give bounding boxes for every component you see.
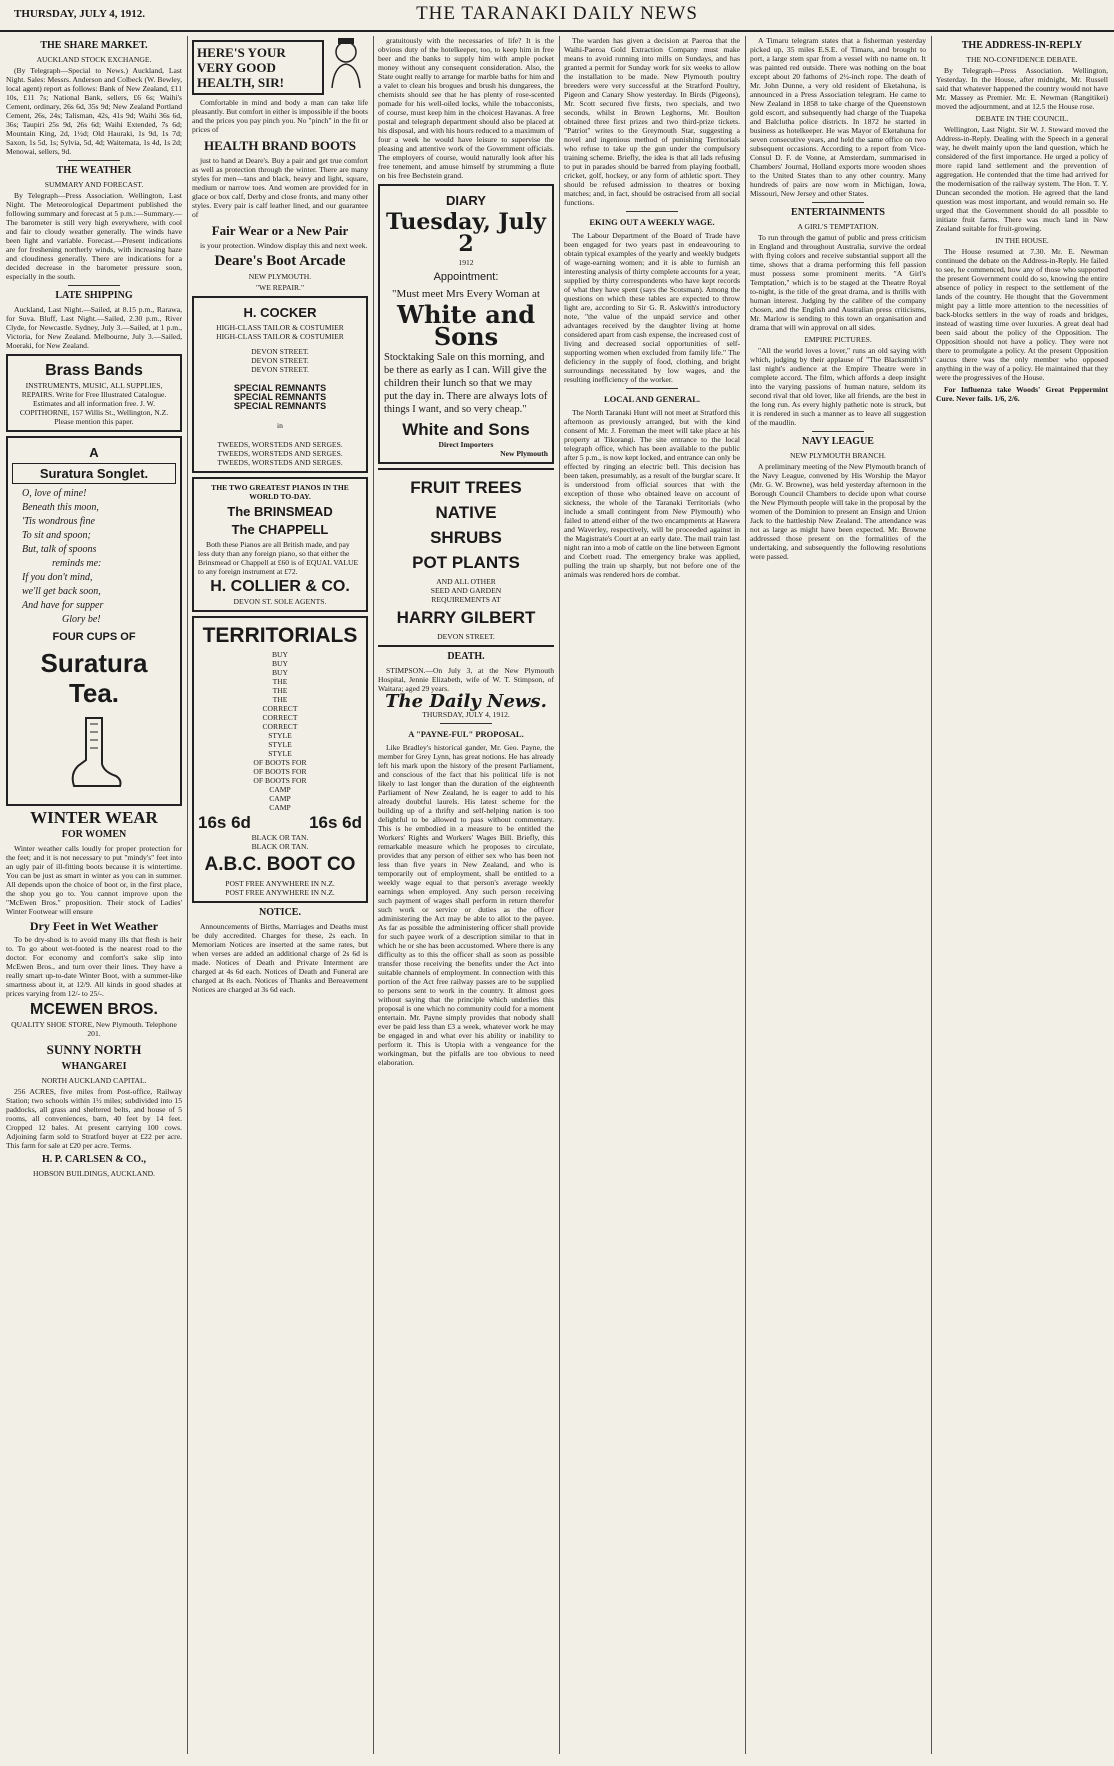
territorials-ad: [192, 616, 368, 903]
terr-line: CORRECT: [262, 722, 298, 731]
poem-line: 'Tis wondrous fine: [22, 516, 95, 527]
dry-feet-heading: Dry Feet in Wet Weather: [29, 919, 159, 933]
native: NATIVE: [435, 503, 497, 522]
weather-heading: THE WEATHER: [56, 165, 132, 176]
share-market-body: (By Telegraph—Special to News.) Auckland, Last Night. Sales: Messrs. Anderson and Colbeck (W. Bewley, local agent) report as follows: Bank of New Zealand, £11 10s, £11 7s; National Bank, sellers, £6 6s; Waihi's Cement, ordinary, 26s 6d, 35s 9d; New Zealand Portland Cement, 26s, 24s; Talisman, 42s, 41s 9d; Waihi 36s 6d, 36s; Taupiri 25s 9d, 26s 6d; Waihi Extended, 7s 6d; Mountain King, 2d, 1½d; Old Hauraki, 1s 9d, 1s 7d; Saxon, 1s 5d, 1s; Sylvia, 5d, 4d; Waitemata, 1s 4d, 1s 2d; Menowai, sellers, 9d.: [6, 66, 182, 156]
entertainments-heading: ENTERTAINMENTS: [791, 207, 885, 218]
column-rule: [187, 36, 188, 1754]
territorials-list: [198, 650, 362, 812]
house-body: The House resumed at 7.30. Mr. E. Newman continued the debate on the Address-in-Reply. He failed to see, he commenced, how any of those who supported the present Government could do so, knowing the entire absence of policy in respect to the settlement of the lands of the country. He thought that the Government might pay a little more attention to the necessities of back-blocks settlers in the way of roads and bridges, instead of wasting time over luxuries. A great deal had been said about the policy of the Opposition. The Opposition should not have a policy. They were not there to promulgate a policy. At the present Opposition caucus there was the only member who opposed anything in the way of a policy. He maintained that they were the progressives of the House.: [936, 247, 1108, 382]
collier-name: H. COLLIER & CO.: [210, 578, 350, 595]
devon-street: DEVON STREET.: [251, 347, 309, 356]
songlet-a: A: [89, 445, 99, 460]
seed-and-garden: SEED AND GARDEN: [430, 586, 502, 595]
appointment-body: "Must meet Mrs Every Woman at: [392, 288, 540, 300]
newspaper-header: [0, 0, 1114, 32]
article-continuation: gratuitously with the necessaries of life? It is the obvious duty of the hotelkeeper, too, to keep him in free beer and the banks to supply him with ample pocket money without any consequent consideration. Also, the State ought really to arrange for marble baths for him and a valet to clean his brogues and brush his dungarees, the chemists should see that he has plenty of rose-scented pomade for his well-oiled locks, while the tobacconists, of course, must keep him in the choicest Havanas. A free postal and telegraph department should also be placed at his disposal, and with his hours reduced to a maximum of four a week he would have leisure to supervise the pleasing and attentive work of the Government officials. The employers of course, would naturally look after his free tenement, and amuse himself by strumming a flute on his free Bechstein grand.: [378, 36, 554, 180]
navy-league-heading: NAVY LEAGUE: [802, 436, 874, 447]
poem-line: Beneath this moon,: [22, 502, 99, 513]
column-3: [378, 36, 554, 1754]
leader-body: Like Bradley's historical gander, Mr. Geo. Payne, the member for Grey Lynn, has great notions. He has already left his mark upon the history of the present Parliament, and conscious of the fact that his political life is not likely to last longer than the duration of the eighteenth Parliament of New Zealand, he is eager to add to his already doubtful laurels. His latest scheme for the building up of a thrifty and self-helping nation is too delightful to be allowed to pass without commentary. This is he embodied in a measure to be entitled the Workers' Rights and Workers' Wages Bill. Briefly, this remarkable measure which he proposes to circulate, provides that any person of either sex who has been not less than five years in New Zealand, and who is temporarily out of employment, shall be entitled to a weekly wage equal to that person's average weekly earnings when employed. Any such person receiving such payment of wages shall perform in return therefor such work or service or duties as the officer administering the Act may be able to allot to the payee. As far as possible the administering officer shall provide for such payee work of a description similar to that in which he or she has been accustomed. Where there is any difficulty as to this the officer shall as soon as possible transfer those receiving the benefits under the Act into suitable channels of employment. In connection with this portion of the Act free railway passes are to be supplied to persons sent to work in the country. It almost goes without saying that the principle which underlies this proposal is one which no community could for a moment entertain. Mr. Payne simply provides that nobody shall ever be paid less than £3 a week, whatever work he may be engaged in and what ever his ability or inability to perform it. This is Utopia with a vengeance for the workingman, but the pitfalls are too obvious to need elaboration.: [378, 743, 554, 1067]
divider: [812, 431, 865, 432]
songlet-title: Suratura Songlet.: [12, 463, 176, 484]
pianos-body: Both these Pianos are all British made, and pay less duty than any foreign piano, so that either the Brinsmead or Chappell at £60 is of EQUAL VALUE to any foreign instrument at £72.: [198, 540, 359, 576]
navy-league-body: A preliminary meeting of the New Plymouth branch of the Navy League, convened by His Worship the Mayor (Mr. G. W. Browne), was held yesterday afternoon in the Borough Council Chambers to decide upon what course the New Plymouth people will take in the proposal by the women of the Dominion to present an Ensign and Union Jack to the battleship New Zealand. The attendance was not as large as might have been expected. Mr. Browne addressed those present on the formalities of the undertaking, and subsequently the following resolutions were passed.: [750, 462, 926, 561]
local-general-heading: LOCAL AND GENERAL.: [603, 394, 701, 404]
pot-plants: POT PLANTS: [412, 553, 520, 572]
white-and-sons-footer: White and Sons: [402, 420, 530, 439]
terr-line: THE: [272, 695, 288, 704]
leader-heading: A "PAYNE-FUL" PROPOSAL.: [408, 729, 524, 739]
divider: [812, 202, 865, 203]
harry-gilbert-ad: [378, 468, 554, 647]
sunny-north-body: 256 ACRES, five miles from Post-office, Railway Station; two schools within 1½ miles; subdivided into 15 paddocks, all grass and sheltered belts, and house of 5 rooms, all conveniences, barn, 40 feet by 14 feet. Cropped 12 bales. At present carrying 100 cows. Adjoining farm sold to Stratford buyer at £22 per acre. This farm for sale at £20 per acre. Terms.: [6, 1087, 182, 1150]
poem-line: And have for supper: [22, 600, 104, 611]
new-plymouth-label: New Plymouth: [500, 449, 548, 458]
daily-news-masthead: The Daily News.: [385, 691, 547, 712]
tweeds-line: TWEEDS, WORSTEDS AND SERGES.: [217, 458, 343, 467]
health-brand-body: just to hand at Deare's. Buy a pair and get true comfort as well as protection through the winter. There are many styles for men—tans and black, heavy and light, square, medium or narrow toes. And women are provided for in glace or box calf, Derby and close fronts, and many other styles. Every pair is calf leather lined, and our guarantee of: [192, 156, 368, 219]
address-in-reply-heading: THE ADDRESS-IN-REPLY: [961, 40, 1083, 51]
terr-line: CAMP: [269, 785, 291, 794]
white-and-sons-name: White and Sons: [396, 300, 535, 351]
notice-heading: NOTICE.: [259, 907, 301, 918]
white-and-sons-ad: [378, 184, 554, 464]
column-4: [564, 36, 740, 1754]
winter-wear-body: Winter weather calls loudly for proper protection for the feet; and it is not necessary to put "mindy's" feet into an ugly pair of ill-fitting boots because it is wintertime. You can be just as smart in winter as you can in summer. All depends upon the choice of boot or, in the first place, the shop you go to. You cannot improve upon the "McEwen Bros." proposition. Their stock of Ladies' Winter Footwear will ensure: [6, 844, 182, 916]
weather-subheading: SUMMARY AND FORECAST.: [44, 180, 144, 189]
girls-temptation-heading: A GIRL'S TEMPTATION.: [797, 222, 879, 231]
news-paragraphs: A Timaru telegram states that a fisherman yesterday picked up, 35 miles E.S.E. of Timaru, and brought to port, a large stem spar from a vessel with no name on. It was painted red outside. There was nothing on the boat except about 20 fathoms of 2½-inch rope. The death of Mr. John Dunne, a very old resident of Eketahuna, is announced in a Press Association telegram. He came to New Zealand in 1858 to take charge of the Queenstown gold escort, and subsequently had charge of the Tuapeka and Balclutha police districts. In 1872 he started in business as hotelkeeper. He was Mayor of Eketahuna for seven consecutive years, and held the same office on two subsequent occasions. According to a report from Vice-Consul D. F. de Vonne, at Amsterdam, summarised in Chambers' Journal, Holland exports more wooden shoes to the United States than to any other country. Many hundreds of pairs are now worn in Michigan, Iowa, Missouri, New Jersey and other States.: [750, 36, 926, 198]
column-rule: [931, 36, 932, 1754]
navy-league-subheading: NEW PLYMOUTH BRANCH.: [790, 451, 886, 460]
terr-line: BUY: [271, 668, 289, 677]
poem-line: To sit and spoon;: [22, 530, 91, 541]
notice-body: Announcements of Births, Marriages and Deaths must be duly accredited. Charges for these, 2s each. In Memoriam Notices are inserted at the same rates, but when verses are added an additional charge of 2s 6d is made. Notices of Death and Private Interment are charged at 4s 6d each. Notices of Death and Funeral are charged at 8s each. Notices of Thanks and Bereavement Notices are charged at 3s 6d each.: [192, 922, 368, 994]
fair-wear-heading: Fair Wear or a New Pair: [211, 223, 349, 238]
terr-line: CAMP: [269, 803, 291, 812]
songlet-poem: [12, 487, 176, 627]
terr-line: BUY: [271, 659, 289, 668]
black-or-tan: BLACK OR TAN.: [251, 833, 309, 842]
winter-wear-body-2: To be dry-shod is to avoid many ills that flesh is heir to. To go about wet-footed is the nearest road to the doctor. For economy and comfort's sake slip into McEwen Bros., and turn over their lines. They have a really smart up-to-date Winter Boot, with a summer-like smartness about it, at 12/9. All kinds in good shades at prices varying from 12/- to 25/-.: [6, 935, 182, 998]
fruit-trees: FRUIT TREES: [410, 478, 522, 497]
column-5: [750, 36, 926, 1754]
whangarei-heading: WHANGAREI: [61, 1061, 127, 1072]
issue-date: THURSDAY, JULY 4, 1912.: [14, 8, 146, 20]
stocktaking-body: Stocktaking Sale on this morning, and be there as early as I can. Will give the children their lunch so that we may put the day in. There are always lots of things I want, and so very cheap.": [384, 352, 548, 415]
divider: [626, 211, 679, 212]
abc-boot-co: A.B.C. BOOT CO: [204, 854, 356, 875]
terr-line: OF BOOTS FOR: [253, 767, 307, 776]
price-row: [198, 812, 362, 833]
house-heading: IN THE HOUSE.: [995, 236, 1049, 245]
divider: [68, 285, 121, 286]
collier-sub: DEVON ST. SOLE AGENTS.: [233, 597, 327, 606]
suratura-songlet-ad: [6, 436, 182, 806]
and-all-other: AND ALL OTHER: [436, 577, 496, 586]
empire-pictures-body: "All the world loves a lover," runs an old saying with which, judging by their applause of "The Blacksmith's" last night's audience at the Empire Theatre were in complete accord. The film, which affords a deep insight into the varying passions of human nature, seldom its second rival that old lover, like all friends, are the best in the long run. As every highly pathetic note is struck, but it is rendered in such a manner as to leave all suggestion of the maudlin.: [750, 346, 926, 427]
peppermint-cure-ad: For Influenza take Woods' Great Peppermint Cure. Never fails. 1/6, 2/6.: [936, 385, 1108, 403]
deare-location: NEW PLYMOUTH.: [248, 272, 312, 281]
brass-bands-title: Brass Bands: [45, 362, 143, 379]
cocker-ad: [192, 296, 368, 473]
divider: [626, 388, 679, 389]
council-heading: DEBATE IN THE COUNCIL.: [975, 114, 1069, 123]
death-notice: STIMPSON.—On July 3, at the New Plymouth Hospital, Jennie Elizabeth, wife of W. T. Stimpson, of Waitara; aged 29 years.: [378, 666, 554, 693]
special-remnants-line: SPECIAL REMNANTS: [233, 401, 327, 411]
poem-line: we'll get back soon,: [22, 586, 101, 597]
carlsen-name: H. P. CARLSEN & CO.,: [41, 1154, 147, 1165]
terr-line: OF BOOTS FOR: [253, 758, 307, 767]
carlsen-address: HOBSON BUILDINGS, AUCKLAND.: [33, 1169, 155, 1178]
poem-line: But, talk of spoons: [22, 544, 97, 555]
terr-line: CAMP: [269, 794, 291, 803]
cocker-name: H. COCKER: [243, 305, 317, 320]
shipping-heading: LATE SHIPPING: [55, 290, 133, 301]
weekly-wage-body: The Labour Department of the Board of Trade have been engaged for two years past in endeavouring to obtain typical examples of the yearly and weekly budgets of wage-earning women; and it is able to furnish an interesting analysis of thirty complete accounts for a year, supplied by thirty correspondents who have kept records of what they have spent (says the Scotsman). Among the questions on which these tables are expected to throw light are, according to Sir G. R. Askwith's introductory note, "the value of the unpaid service and other advantages received by the daughter living at home considered apart from cash expense, the increased cost of living and decreased social opportunities of self-supporting women when excluded from family life." The deficiency in the supply of food, clothing, and bright surroundings necessitated by low wages, and the resulting inefficiency of the worker.: [564, 231, 740, 384]
diary-heading: DIARY: [446, 193, 486, 208]
mcewen-bros: MCEWEN BROS.: [30, 1001, 158, 1018]
weekly-wage-heading: EKING OUT A WEEKLY WAGE.: [589, 217, 715, 227]
column-rule: [745, 36, 746, 1754]
council-body: Wellington, Last Night. Sir W. J. Steward moved the Address-in-Reply. Dealing with the Speech in a general way, he dwelt mainly upon the land question, which he considered of the first importance. He urged a policy of more rapid land settlement and the prevention of aggregation. He contended that the time had arrived for the modernisation of the railway system. The Hon. T. Y. Duncan seconded the motion. He agreed that the land question was most important, and would remain so. He urged that the Government should do all possible to initiate fruit farms. There was much land in New Zealand suitable for fruit-growing.: [936, 125, 1108, 233]
divider: [68, 160, 121, 161]
chappell: The CHAPPELL: [231, 522, 329, 537]
in-word: in: [277, 421, 283, 430]
tweeds-line: TWEEDS, WORSTEDS AND SERGES.: [217, 440, 343, 449]
price-left: 16s 6d: [198, 813, 251, 832]
diary-date: Tuesday, July 2: [386, 209, 546, 257]
gentleman-illustration-icon: [324, 36, 368, 90]
diary-year: 1912: [458, 258, 474, 267]
poem-line: If you don't mind,: [22, 572, 93, 583]
column-1: [6, 36, 182, 1754]
pianos-heading: THE TWO GREATEST PIANOS IN THE WORLD TO-DAY.: [211, 483, 349, 501]
deares-boot-arcade: Deare's Boot Arcade: [214, 253, 346, 269]
fair-wear-body: is your protection. Window display this and next week.: [200, 241, 368, 250]
winter-wear-heading: WINTER WEAR: [30, 808, 158, 827]
empire-pictures-heading: EMPIRE PICTURES.: [804, 335, 872, 344]
heres-health-body: Comfortable in mind and body a man can take life pleasantly. But comfort in either is impossible if the boots and the prices you pay pinch you. No "pinch" in the fit or prices of: [192, 98, 368, 134]
brinsmead: The BRINSMEAD: [227, 504, 333, 519]
brass-bands-body: INSTRUMENTS, MUSIC, ALL SUPPLIES, REPAIRS. Write for Free Illustrated Catalogue. Estimates and all information free. J. W. COPITHORNE, 157 Willis St., Wellington, N.Z. Please mention this paper.: [19, 381, 169, 426]
black-or-tan: BLACK OR TAN.: [251, 842, 309, 851]
terr-line: THE: [272, 686, 288, 695]
cocker-sub: HIGH-CLASS TAILOR & COSTUMIER: [216, 323, 344, 332]
harry-gilbert: HARRY GILBERT: [396, 608, 536, 627]
tweeds-line: TWEEDS, WORSTEDS AND SERGES.: [217, 449, 343, 458]
health-brand-boots: HEALTH BRAND BOOTS: [204, 138, 356, 153]
whangarei-sub: NORTH AUCKLAND CAPITAL.: [41, 1076, 147, 1085]
share-market-heading: THE SHARE MARKET.: [40, 40, 148, 51]
winter-wear-subheading: FOR WOMEN: [61, 829, 127, 840]
news-paragraphs: The warden has given a decision at Paeroa that the Waihi-Paeroa Gold Extraction Company must make means to avoid running into mills on Sundays, and has granted a permit for Sunday work for six weeks to allow the installation to be made. New Plymouth poultry breeders were very successful at the Stratford Poultry, Pigeon and Canary Show yesterday. In Birds (Pigeons), Mr. Scott secured five firsts, two specials, and two seconds, whilst in Brown Leghorns, Mr. Boulton obtained three first prizes and two third-prize tickets. "Patriot" writes to the Greymouth Star, suggesting a novel and ingenious method of punishing Territorials who refuse to take up the gun under the compulsory training scheme. Briefly, the idea is that all lads refusing to put in parades should be barred from playing football, cricket, golf, hockey, or any form of athletic sport. They should be refused admission to theatres or boxing matches; and, in fact, should be ostracised from all social functions.: [564, 36, 740, 207]
poem-line: Glory be!: [62, 614, 101, 625]
cocker-sub: HIGH-CLASS TAILOR & COSTUMIER: [216, 332, 344, 341]
harry-gilbert-address: DEVON STREET.: [437, 632, 495, 641]
share-market-subheading: AUCKLAND STOCK EXCHANGE.: [36, 55, 152, 64]
terr-line: STYLE: [268, 749, 292, 758]
direct-importers: Direct Importers: [438, 440, 494, 449]
post-free: POST FREE ANYWHERE IN N.Z.: [225, 888, 335, 897]
masthead-date: THURSDAY, JULY 4, 1912.: [422, 710, 510, 719]
weather-body: By Telegraph—Press Association. Wellington, Last Night. The Meteorological Department published the following summary and forecast at 5 p.m.:—Summary.—The barometer is still very high everywhere, with cool and fair to cloudy weather generally. The winds have been light and variable. Forecast.—Present indications are for freshening northerly winds, with increasing haze and cloudiness generally. There are indications for a decided decrease in the barometer pressure soon, especially in the south.: [6, 191, 182, 281]
column-rule: [559, 36, 560, 1754]
poem-line: O, love of mine!: [22, 488, 87, 499]
pianos-ad: [192, 477, 368, 612]
divider: [440, 723, 493, 724]
terr-line: STYLE: [268, 731, 292, 740]
column-rule: [373, 36, 374, 1754]
local-general-body: The North Taranaki Hunt will not meet at Stratford this afternoon as previously arranged, but with the kind consent of Mr. J. Foreman the meet will take place at his property at Tikorangi. The site entrance to the local telegraph office, which has been available to the public after 5 p.m., is now kept locked, and entrance can only be effected by ringing an electric bell. This decision has been taken, presumably, as a result of the burglar scare. It is understood from official sources that with the exception of those who obtained leave on account of sickness, the whole of the Taranaki Territorials (who include a small contingent from New Plymouth) who failed to attend either of the two encampments at Hawera and Waverley, respectively, will be proceeded against in the Magistrate's Court at an early date. The mail train last night ran into a mob of cattle on the line between Egmont and Corbett road. The emergency brake was applied, pulling the train up sharply, but not before one of the animals was rendered hors de combat.: [564, 408, 740, 579]
suratura-tea: Suratura Tea.: [40, 648, 148, 708]
terr-line: CORRECT: [262, 713, 298, 722]
heres-health-heading: HERE'S YOUR VERY GOOD HEALTH, SIR!: [192, 40, 324, 95]
special-remnants: [198, 384, 362, 411]
no-confidence-subheading: THE NO-CONFIDENCE DEBATE.: [966, 55, 1078, 64]
shipping-body: Auckland, Last Night.—Sailed, at 8.15 p.m., Rarawa, for Suva. Bluff, Last Night.—Sailed, 2.30 p.m., River Clyde, for Newcastle. Sydney, July 3.—Sailed, at 1 p.m., Victoria, for New Zealand. Melbourne, July 3.—Sailed, Moeraki, for New Zealand.: [6, 305, 182, 350]
girls-temptation-body: To run through the gamut of public and press criticism in England and throughout Australia, survive the ordeal with flying colors and receive substantial support all the time, shows that a drama performing this fell passion must possess some prominent merits. "A Girl's Temptation," which is to be staged at the Theatre Royal to-night, is the title of the great drama, and is thrills with human interest. Judging by the calibre of the company chosen, and the English and Australian press criticisms, Mr. Marlow is sending to this town an organisation and drama that will win approval on all sides.: [750, 233, 926, 332]
death-heading: DEATH.: [447, 651, 485, 662]
shrubs: SHRUBS: [430, 528, 502, 547]
terr-line: STYLE: [268, 740, 292, 749]
devon-street: DEVON STREET.: [251, 356, 309, 365]
brass-bands-ad: [6, 354, 182, 432]
column-2: [192, 36, 368, 1754]
newspaper-title: THE TARANAKI DAILY NEWS: [416, 3, 698, 24]
deare-we-repair: "WE REPAIR.": [255, 283, 305, 292]
post-free: POST FREE ANYWHERE IN N.Z.: [225, 879, 335, 888]
terr-line: OF BOOTS FOR: [253, 776, 307, 785]
territorials-heading: TERRITORIALS: [202, 624, 358, 647]
poem-line: reminds me:: [52, 558, 102, 569]
devon-street: DEVON STREET.: [251, 365, 309, 374]
price-right: 16s 6d: [309, 813, 362, 832]
terr-line: BUY: [271, 650, 289, 659]
appointment-label: Appointment:: [433, 271, 499, 283]
terr-line: CORRECT: [262, 704, 298, 713]
mcewen-sub: QUALITY SHOE STORE, New Plymouth. Telephone 201.: [11, 1020, 177, 1038]
sunny-north-heading: SUNNY NORTH: [46, 1042, 142, 1057]
terr-line: THE: [272, 677, 288, 686]
special-remnants-line: SPECIAL REMNANTS: [233, 392, 327, 402]
requirements-at: REQUIREMENTS AT: [431, 595, 501, 604]
column-6: [936, 36, 1108, 1754]
address-body: By Telegraph—Press Association. Wellington, Yesterday. In the House, after midnight, Mr. Russell said that whatever happened the country would not have Mr. Massey as Premier. Mr. E. Newman (Rangitikei) moved the adjournment, and at 12.5 the House rose.: [936, 66, 1108, 111]
four-cups: FOUR CUPS OF: [52, 631, 136, 643]
ladies-boot-icon: [64, 714, 124, 794]
heres-health-block: [192, 36, 368, 98]
special-remnants-line: SPECIAL REMNANTS: [233, 383, 327, 393]
